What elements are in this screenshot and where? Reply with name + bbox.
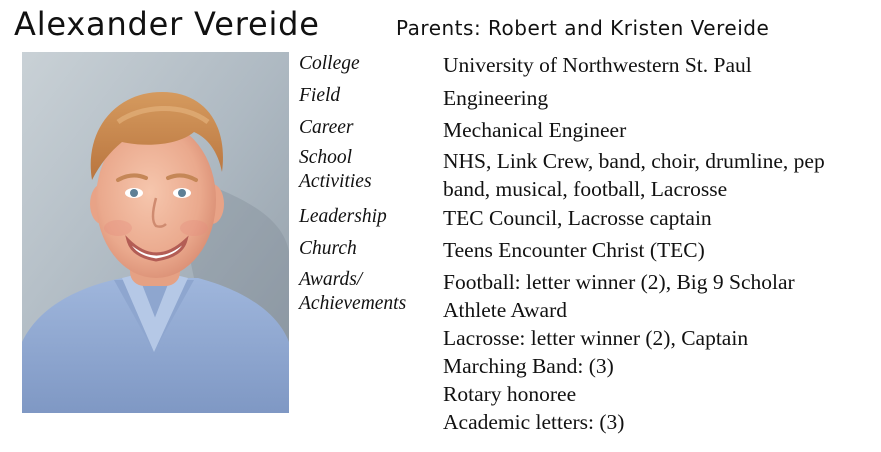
portrait-illustration [22, 52, 289, 413]
value-line: Athlete Award [443, 298, 568, 322]
student-name: Alexander Vereide [14, 5, 320, 43]
value-line: NHS, Link Crew, band, choir, drumline, pep [443, 149, 825, 173]
value-career [443, 116, 879, 144]
label-career: Career [299, 117, 354, 138]
value-school-activities [443, 147, 879, 203]
label-field: Field [299, 85, 341, 106]
value-line: Academic letters: (3) [443, 410, 625, 434]
value-line: Engineering [443, 86, 549, 110]
parents-line: Parents: Robert and Kristen Vereide [396, 16, 770, 40]
label-awards-achievements: Awards/ Achievements [299, 269, 407, 314]
value-line: Mechanical Engineer [443, 118, 627, 142]
value-line: University of Northwestern St. Paul [443, 53, 752, 77]
value-line: Lacrosse: letter winner (2), Captain [443, 326, 749, 350]
value-church [443, 236, 879, 264]
label-college: College [299, 53, 360, 74]
value-line: Marching Band: (3) [443, 354, 614, 378]
value-college [443, 51, 879, 79]
label-church: Church [299, 238, 357, 259]
value-leadership [443, 204, 879, 232]
value-line: TEC Council, Lacrosse captain [443, 206, 712, 230]
value-line: Rotary honoree [443, 382, 577, 406]
value-line: Teens Encounter Christ (TEC) [443, 238, 705, 262]
value-field [443, 84, 879, 112]
label-leadership: Leadership [299, 206, 387, 227]
value-awards-achievements [443, 268, 879, 436]
value-line: band, musical, football, Lacrosse [443, 177, 728, 201]
label-school-activities: School Activities [299, 147, 372, 192]
student-photo [22, 52, 289, 413]
value-line: Football: letter winner (2), Big 9 Scholar [443, 270, 795, 294]
